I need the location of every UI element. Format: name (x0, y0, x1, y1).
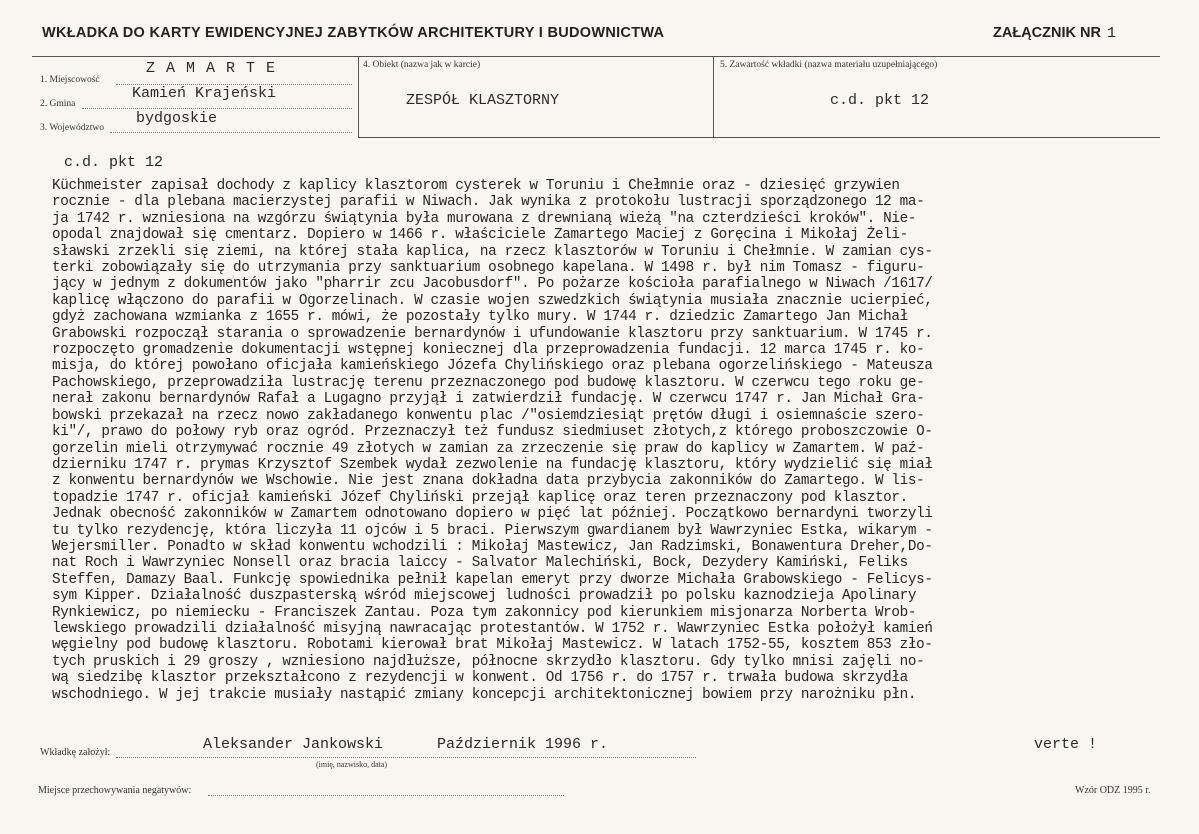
body-line: Steffen, Damazy Baal. Funkcję spowiednika pełnił kapelan emeryt przy dworze Michała Grabowskiego - Felicys- (52, 571, 933, 588)
body-line: opodal znajdował się cmentarz. Dopiero w 1466 r. właściciele Zamartego Maciej z Goręcina i Mikołaj Żeli- (52, 227, 908, 244)
annex-label-text: ZAŁĄCZNIK NR (993, 25, 1101, 41)
body-line: dzierniku 1747 r. prymas Krzysztof Szembek wydał zezwolenie na fundację klasztoru, który wydzielić się miał (52, 456, 933, 473)
body-line: tych pruskich i 29 groszy , wzniesiono najdłuższe, północne skrzydło klasztoru. Gdy tylko mnisi zajęli no- (52, 653, 925, 670)
content-value: c.d. pkt 12 (830, 92, 930, 109)
negatives-dotline (208, 795, 564, 796)
body-line: wą siedzibę klasztor przekształcono z rezydencji w konwent. Od 1756 r. do 1757 r. trwała budowa skrzydła (52, 670, 908, 687)
body-line: terki zobowiązały się do utrzymania przy sanktuarium osobnego kapelana. W 1498 r. był nim Tomasz - figuru- (52, 260, 925, 277)
body-line: topadzie 1747 r. oficjał kamieński Józef Chyliński przejął kaplicę oraz teren przeznaczony pod klasztor. (52, 489, 908, 506)
negatives-label: Miejsce przechowywania negatywów: (38, 785, 192, 796)
body-line: Jednak obecność zakonników w Zamartem odnotowano dopiero w pięć lat później. Początkowo bernardyni tworzyli (52, 506, 933, 523)
verte-note: verte ! (1034, 736, 1098, 753)
body-heading: c.d. pkt 12 (64, 154, 164, 171)
object-value: ZESPÓŁ KLASZTORNY (406, 92, 560, 109)
body-line: bowski przekazał na rzecz nowo zakładanego konwentu plac /"osiemdziesiąt prętów długi i osiemnaście szero- (52, 407, 925, 424)
card-title: WKŁADKA DO KARTY EWIDENCYJNEJ ZABYTKÓW ARCHITEKTURY I BUDOWNICTWA (42, 25, 665, 41)
body-line: gdyż zachowana wzmianka z 1655 r. mówi, że pozostały tylko mury. W 1744 r. dziedzic Zamartego Jan Michał (52, 309, 908, 326)
insert-date: Październik 1996 r. (437, 736, 609, 753)
header-divider-2 (713, 56, 714, 138)
body-line: wschodniego. W jej trakcie musiały nastąpić zmiany koncepcji architektonicznej bowiem przy narożniku płn. (52, 686, 917, 703)
header-box-top-line (32, 56, 1160, 57)
inserted-by-label: Wkładkę założył: (40, 747, 111, 758)
header-divider-1 (358, 56, 359, 138)
body-line: Küchmeister zapisał dochody z kaplicy klasztorom cysterek w Toruniu i Chełmnie oraz - dziesięć grzywien (52, 178, 900, 194)
body-line: misja, do której powołano oficjała kamieńskiego Józefa Chylińskiego oraz plebana ogorzelińskiego - Mateusza (52, 358, 933, 375)
name-date-caption: (imię, nazwisko, data) (316, 760, 388, 769)
body-line: węgielny pod budowę klasztoru. Robotami kierował brat Mikołaj Mastewicz. W latach 1752-55, kosztem 853 zło- (52, 637, 933, 654)
author-name: Aleksander Jankowski (203, 736, 384, 753)
body-line: nerał zakonu bernardynów Rafał a Lugagno przyjął i zatwierdził fundację. W czerwcu 1747 r. Jan Michał Gra- (52, 391, 925, 408)
locality-value: Z A M A R T E (146, 60, 277, 77)
content-label: 5. Zawartość wkładki (nazwa materiału uzupełniającego) (720, 60, 938, 70)
header-box-bottom-line (358, 137, 1160, 138)
annex-label (993, 25, 1116, 42)
annex-number: 1 (1106, 25, 1116, 42)
body-line: lewskiego prowadzili działalność misyjną nawracając protestantów. W 1752 r. Wawrzyniec Estka położył kamień (52, 620, 933, 637)
body-line: jący w jednym z dokumentów jako "pharrir zcu Jacobusdorf". Po pożarze kościoła parafialnego w Niwach /1617/ (52, 276, 933, 293)
body-line: z konwentu bernardynów we Wschowie. Nie jest znana dokładna data przybycia zakonników do Zamartego. W lis- (52, 473, 925, 490)
body-text (52, 178, 1142, 703)
body-line: tu tylko rezydencję, która liczyła 11 ojców i 5 braci. Pierwszym gwardianem był Wawrzyniec Estka, wikarym - (52, 522, 933, 539)
body-line: kaplicę włączono do parafii w Ogorzelinach. W czasie wojen szwedzkich świątynia musiała znacznie ucierpieć, (52, 292, 933, 309)
form-template-label: Wzór ODZ 1995 r. (1075, 785, 1151, 796)
body-line: sym Kipper. Działalność duszpasterską wśród miejscowej ludności prowadził po polsku kaznodzieja Apolinary (52, 588, 917, 605)
inserted-by-dotline (116, 757, 696, 758)
body-line: gorzelin mieli otrzymywać rocznie 49 złotych w zamian za zrzeczenie się praw do kaplicy w Zamartem. W paź- (52, 440, 925, 457)
voivodeship-label: 3. Województwo (40, 123, 104, 133)
body-line: ja 1742 r. wzniesiona na wzgórzu świątynia była murowana z drewnianą wieżą "na czterdzieści kroków". Nie- (52, 210, 917, 227)
locality-label: 1. Miejscowość (40, 75, 100, 85)
body-line: Grabowski rozpoczął starania o sprowadzenie bernardynów i ufundowanie klasztoru przy sanktuarium. W 1745 r. (52, 325, 933, 342)
body-line: ki"/, prawo do połowy ryb oraz ogród. Przeznaczył też fundusz siedmiuset złotych,z którego proboszczowie O- (52, 424, 933, 441)
voivodeship-dotline (110, 132, 352, 133)
commune-dotline (82, 108, 352, 109)
body-line: rocznie - dla plebana macierzystej parafii w Niwach. Jak wynika z protokołu lustracji sporządzonego 12 ma- (52, 194, 925, 211)
body-line: nat Roch i Wawrzyniec Nonsell oraz bracia laiccy - Salvator Malechiński, Bock, Dezydery Kamiński, Feliks (52, 555, 908, 572)
body-line: sławski zrzekli się ziemi, na której stała kaplica, na rzecz klasztorów w Toruniu i Chełmnie. W zamian cys- (52, 243, 933, 260)
body-line: Wejersmiller. Ponadto w skład konwentu wchodzili : Mikołaj Mastewicz, Jan Radzimski, Bonawentura Dreher,Do- (52, 538, 933, 555)
body-line: Pachowskiego, przeprowadziła lustrację terenu przeznaczonego pod budowę klasztoru. W czerwcu tego roku ge- (52, 374, 925, 391)
commune-label: 2. Gmina (40, 99, 76, 109)
body-line: rozpoczęto gromadzenie dokumentacji wstępnej koniecznej dla przeprowadzenia fundacji. 12 marca 1745 r. ko- (52, 342, 925, 359)
object-label: 4. Obiekt (nazwa jak w karcie) (363, 60, 481, 70)
commune-value: Kamień Krajeński (132, 85, 277, 102)
body-line: Rynkiewicz, po niemiecku - Franciszek Zantau. Poza tym zakonnicy pod kierunkiem misjonarza Norberta Wrob- (52, 604, 917, 621)
voivodeship-value: bydgoskie (136, 110, 218, 127)
